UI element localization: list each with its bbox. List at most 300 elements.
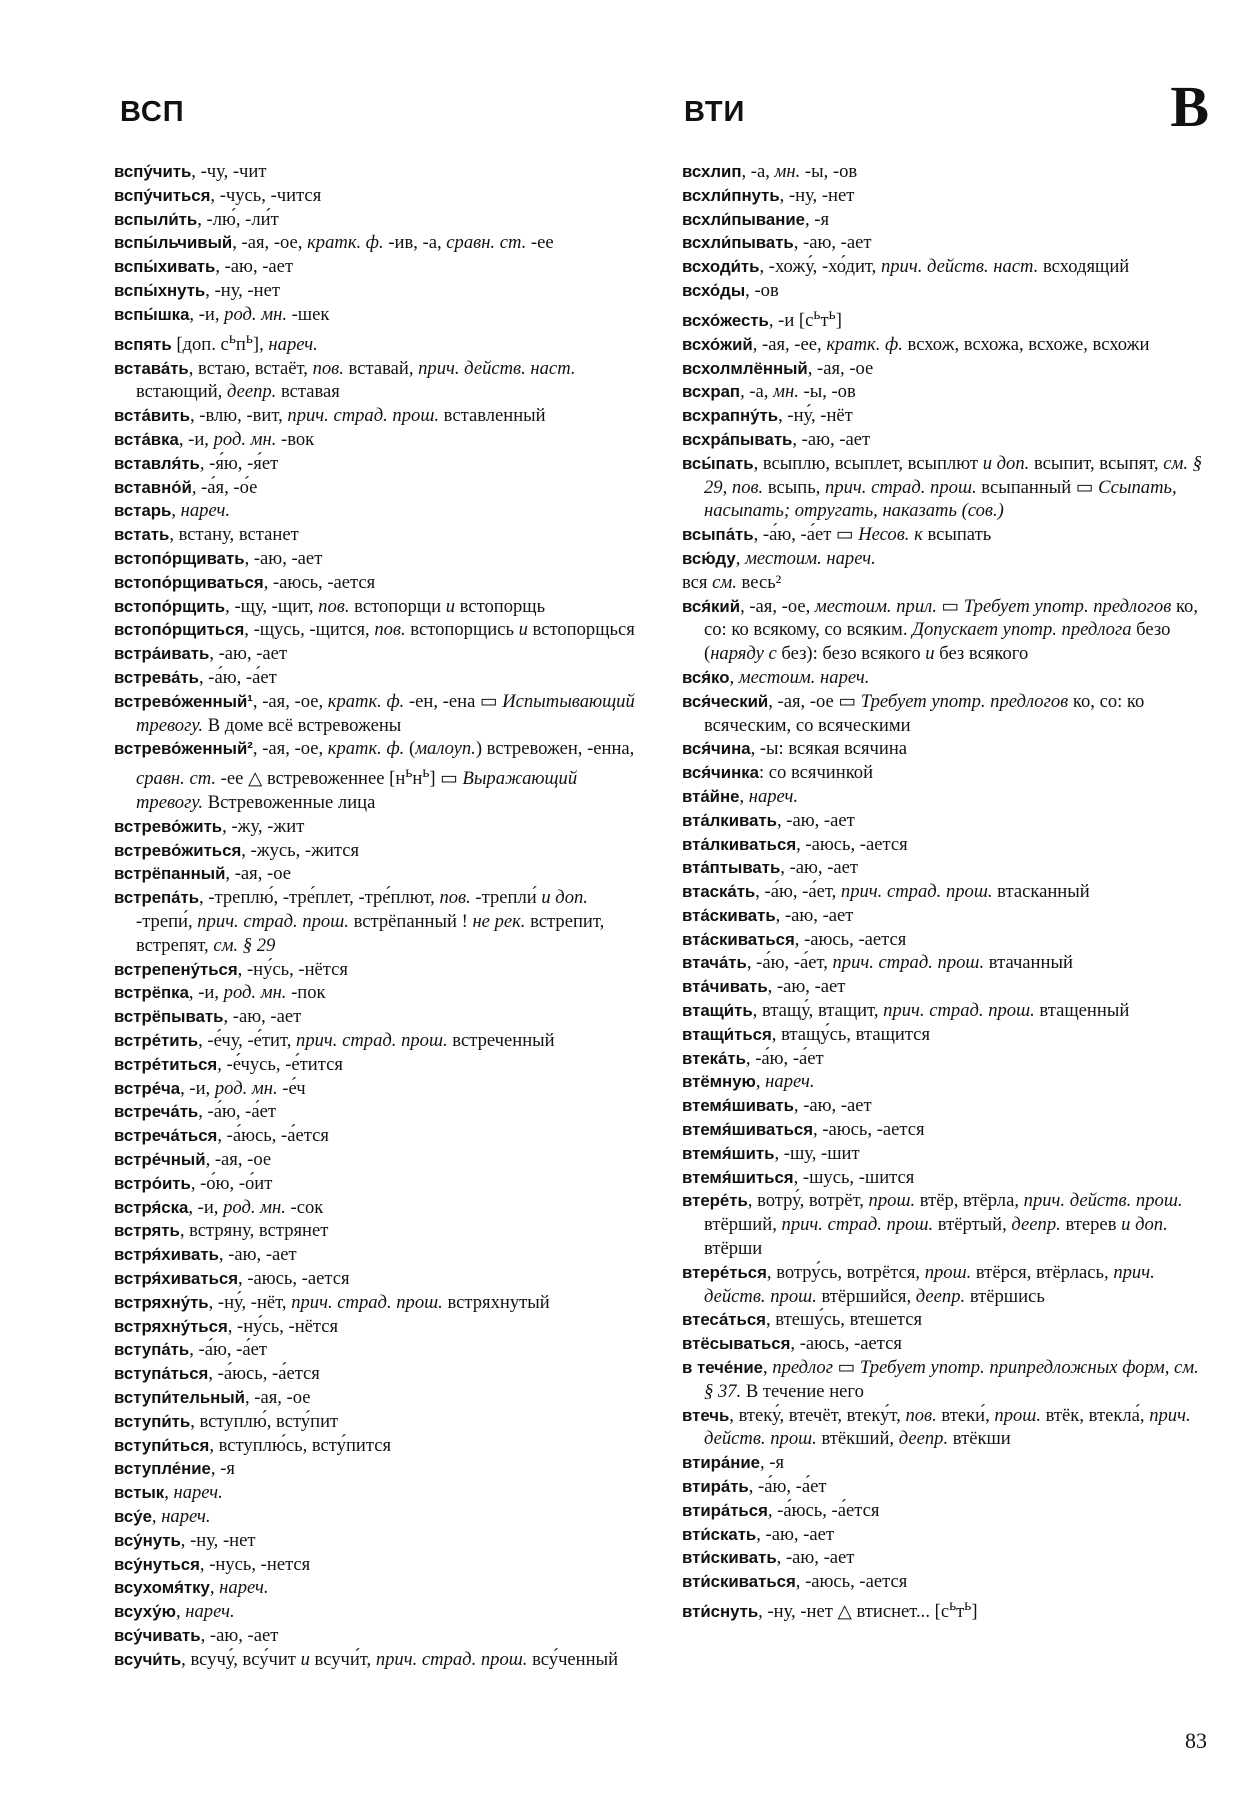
- dictionary-entry: [682, 279, 1212, 303]
- headword: вста́вка: [114, 429, 179, 449]
- entry-text: , встану, встанет: [169, 524, 299, 546]
- entry-text: , -аю, -ает: [776, 1547, 855, 1569]
- grammar-note: нареч.: [268, 333, 318, 355]
- dictionary-entry: [682, 1261, 1212, 1309]
- entry-text: , -ая, -ее,: [752, 333, 827, 355]
- headword: всхра́пывать: [682, 429, 793, 449]
- entry-text: , -ну, -нет: [779, 184, 855, 206]
- headword: встреча́ться: [114, 1126, 218, 1146]
- grammar-note: сравн. ст.: [136, 768, 216, 790]
- grammar-note: деепр.: [226, 381, 277, 403]
- headword: встряхну́ться: [114, 1316, 228, 1336]
- grammar-note: прич. страд. прош.: [287, 405, 440, 427]
- softness-mark: ь: [813, 305, 821, 323]
- entry-text: ,: [151, 1506, 162, 1527]
- entry-text: втёрший,: [704, 1214, 782, 1236]
- headword: вта́скивать: [682, 905, 776, 925]
- entry-text: ,: [762, 1357, 773, 1379]
- entry-text: , -аюсь, -ается: [790, 1333, 902, 1355]
- dictionary-entry: [682, 1356, 1212, 1404]
- entry-text: вся: [682, 571, 713, 593]
- entry-text: ,: [729, 666, 739, 688]
- dictionary-entry: [114, 476, 646, 500]
- headword: втира́ть: [682, 1477, 749, 1497]
- dictionary-entry: [682, 523, 1212, 547]
- grammar-note: см. § 29: [213, 934, 276, 956]
- entry-text: втёршийся,: [816, 1285, 916, 1307]
- grammar-note: прич. страд. прош.: [375, 1648, 528, 1670]
- entry-text: всучи́т,: [309, 1648, 376, 1670]
- headword: встрёпанный: [114, 864, 226, 884]
- entry-text: , -и,: [178, 428, 214, 450]
- dictionary-entry: [114, 1553, 646, 1577]
- entry-text: , -щусь, -щится,: [244, 619, 375, 641]
- dictionary-entry: [682, 184, 1212, 208]
- headword: вта́чивать: [682, 977, 768, 997]
- grammar-note: деепр.: [1011, 1214, 1061, 1236]
- dictionary-entry: [682, 666, 1212, 690]
- entry-text: втачанный: [984, 952, 1073, 974]
- grammar-note: род. мн.: [213, 428, 277, 450]
- dictionary-entry: [682, 999, 1212, 1023]
- dictionary-entry: [114, 255, 646, 279]
- page-number: 83: [1185, 1728, 1207, 1753]
- grammar-note: нареч.: [219, 1577, 269, 1599]
- headword: втеса́ться: [682, 1310, 766, 1330]
- entry-text: ]: [835, 309, 842, 331]
- entry-text: всыпанный ▭: [976, 476, 1099, 498]
- headword: встре́тить: [114, 1031, 199, 1051]
- entry-text: , -шу, -шит: [774, 1142, 860, 1164]
- headword: втаска́ть: [682, 882, 756, 902]
- entry-text: -ее △ встревоженнее [н: [216, 768, 406, 790]
- entry-text: ▭: [832, 1357, 860, 1379]
- entry-text: , -и,: [189, 303, 225, 325]
- dictionary-entry: [114, 1576, 646, 1600]
- entry-text: -шек: [286, 303, 330, 325]
- grammar-note: не рек.: [472, 911, 526, 933]
- headword: вспы́хнуть: [114, 280, 206, 300]
- entry-text: ,: [209, 1577, 220, 1599]
- grammar-note: Требует употр. предлогов: [860, 690, 1069, 712]
- dictionary-entry: [114, 523, 646, 547]
- headword: встря́хиваться: [114, 1269, 239, 1289]
- dictionary-entry: [682, 904, 1212, 928]
- dictionary-entry: [682, 975, 1212, 999]
- entry-text: , -я: [760, 1452, 785, 1474]
- headword: вступле́ние: [114, 1459, 211, 1479]
- entry-text: -ы, -ов: [798, 381, 856, 403]
- entry-text: встреченный: [447, 1030, 555, 1052]
- entry-text: ,: [739, 785, 749, 807]
- entry-text: , -ая, -ое: [225, 863, 291, 885]
- entry-text: , -ну́, -нёт: [778, 405, 853, 427]
- dictionary-entry: [114, 862, 646, 886]
- headword: всучи́ть: [114, 1649, 182, 1669]
- dictionary-entry: [114, 1600, 646, 1624]
- dictionary-entry: [114, 1196, 646, 1220]
- entry-text: втёртый,: [933, 1214, 1012, 1236]
- entry-text: , -ну, -нет △ втиснет... [с: [758, 1601, 950, 1623]
- dictionary-entry: [682, 303, 1212, 333]
- grammar-note: прич. действ. прош.: [704, 1404, 1191, 1450]
- entry-text: всу́ченный: [527, 1648, 619, 1670]
- headword: всыпа́ть: [682, 525, 754, 545]
- entry-text: , -аю, -ает: [223, 1006, 302, 1028]
- grammar-note: Допускает употр. предлога: [912, 619, 1132, 641]
- grammar-note: прич. страд. прош.: [296, 1030, 448, 1052]
- dictionary-entry: [114, 1291, 646, 1315]
- entry-text: , втащу́, втащит,: [752, 1000, 884, 1022]
- entry-text: , -ов: [745, 279, 779, 301]
- grammar-note: прош.: [868, 1190, 916, 1212]
- dictionary-entry: [682, 1523, 1212, 1547]
- dictionary-entry: [682, 1404, 1212, 1452]
- grammar-note: кратк. ф.: [327, 690, 405, 712]
- grammar-note: нареч.: [173, 1482, 223, 1504]
- grammar-note: сравн. ст.: [446, 232, 527, 254]
- entry-text: , -ы: всякая всячина: [750, 738, 908, 760]
- dictionary-entry: [114, 1053, 646, 1077]
- grammar-note: мн.: [773, 381, 799, 403]
- headword: встать: [114, 525, 170, 545]
- dictionary-entry: [114, 1005, 646, 1029]
- headword: всхрап: [682, 382, 741, 402]
- grammar-note: прич. страд. прош.: [883, 1000, 1035, 1022]
- grammar-note: Требует употр. предлогов: [963, 595, 1172, 617]
- entry-text: , -аю, -ает: [780, 857, 859, 879]
- entry-text: (: [404, 738, 416, 760]
- entry-text: , вотру́, вотрёт,: [747, 1190, 869, 1212]
- dictionary-entry: [114, 595, 646, 619]
- dictionary-entry: [114, 1529, 646, 1553]
- headword: встык: [114, 1483, 165, 1503]
- dictionary-entry: [682, 380, 1212, 404]
- headword: втача́ть: [682, 953, 747, 973]
- entry-text: В течение него: [741, 1380, 864, 1402]
- entry-text: , -шусь, -шится: [793, 1166, 915, 1188]
- dictionary-entry: [682, 1023, 1212, 1047]
- headword: вся́ко: [682, 667, 730, 687]
- entry-text: встопорщись: [405, 619, 519, 641]
- headword: вступи́ться: [114, 1435, 210, 1455]
- entry-text: втёрши: [704, 1238, 763, 1260]
- dictionary-entry: [682, 1047, 1212, 1071]
- dictionary-entry: [114, 886, 646, 957]
- dictionary-entry: [114, 642, 646, 666]
- entry-text: , -аю, -ает: [767, 976, 846, 998]
- entry-text: -е́ч: [277, 1077, 306, 1099]
- entry-text: встрепит, встрепят,: [136, 911, 605, 956]
- entry-text: ]: [971, 1601, 978, 1623]
- dictionary-entry: [114, 981, 646, 1005]
- headword: вступа́ть: [114, 1340, 190, 1360]
- headword: встрево́житься: [114, 840, 242, 860]
- headword: всхли́пнуть: [682, 185, 780, 205]
- headword: вспы́шка: [114, 304, 190, 324]
- entry-text: -ее: [526, 232, 554, 254]
- headword: втемя́шиться: [682, 1167, 794, 1187]
- entry-text: всходящий: [1038, 256, 1130, 278]
- running-head-right: ВТИ: [684, 96, 746, 128]
- entry-text: вставая: [276, 381, 340, 403]
- entry-text: ,: [171, 500, 181, 522]
- entry-text: , втеку́, втечёт, втеку́т,: [729, 1404, 906, 1426]
- entry-text: , -а,: [740, 381, 774, 403]
- dictionary-entry: [682, 1546, 1212, 1570]
- grammar-note: прич. страд. прош.: [825, 476, 977, 498]
- entry-text: , -лю́, -ли́т: [197, 208, 279, 230]
- grammar-note: и доп.: [982, 452, 1030, 474]
- headword: встопо́рщиться: [114, 620, 245, 640]
- entry-text: всхож, всхожа, всхоже, всхожи: [902, 333, 1150, 355]
- entry-text: ко, со: ко всякому, со всяким.: [704, 595, 1198, 641]
- dictionary-entry: [114, 184, 646, 208]
- entry-text: , -аюсь, -ается: [796, 833, 908, 855]
- entry-text: -трепли́: [470, 887, 542, 909]
- headword: всу́е: [114, 1507, 152, 1526]
- entry-text: втащенный: [1034, 1000, 1130, 1022]
- dictionary-entry: [682, 357, 1212, 381]
- grammar-note: см.: [712, 571, 737, 593]
- dictionary-entry: [682, 160, 1212, 184]
- grammar-note: прич. страд. прош.: [832, 952, 985, 974]
- entry-text: , -и,: [180, 1077, 215, 1099]
- entry-text: , -ая, -ое,: [252, 690, 328, 712]
- entry-text: встрёпанный !: [348, 911, 473, 933]
- entry-text: , -аю, -ает: [793, 1095, 872, 1117]
- dictionary-entry: [682, 1594, 1212, 1624]
- dictionary-entry: [114, 1648, 646, 1672]
- headword: встопо́рщивать: [114, 548, 245, 568]
- dictionary-entry: [114, 1124, 646, 1148]
- entry-text: ) встревожен, -енна,: [475, 738, 635, 760]
- entry-text: -ы, -ов: [800, 161, 858, 182]
- entry-text: , -е́чусь, -е́тится: [217, 1053, 343, 1075]
- headword: всхрапну́ть: [682, 406, 779, 426]
- entry-text: , -ая, -ое,: [740, 595, 815, 617]
- grammar-note: род. мн.: [223, 982, 287, 1004]
- entry-text: т: [956, 1601, 965, 1623]
- grammar-note: предлог: [772, 1357, 833, 1379]
- dictionary-entry: [682, 856, 1212, 880]
- grammar-note: Требует употр. припредложных форм, см. § 37.: [704, 1357, 1199, 1402]
- grammar-note: малоуп.: [415, 738, 476, 760]
- grammar-note: Ссыпать, насыпать; отругать, наказать (сов.): [704, 476, 1177, 522]
- headword: всхо́жесть: [682, 310, 769, 330]
- grammar-note: прич. действ. прош.: [704, 1261, 1155, 1307]
- headword: всухомя́тку: [114, 1578, 210, 1598]
- headword: вти́скать: [682, 1524, 757, 1544]
- dictionary-entry: [682, 1142, 1212, 1166]
- entry-text: всыпать: [922, 524, 992, 546]
- dictionary-entry: [682, 1070, 1212, 1094]
- dictionary-entry: [682, 595, 1212, 666]
- dictionary-entry: [682, 1475, 1212, 1499]
- entry-text: , -аю, -ает: [756, 1523, 834, 1545]
- headword: встопо́рщиваться: [114, 572, 264, 592]
- dictionary-entry: [114, 499, 646, 523]
- headword: втира́ние: [682, 1453, 760, 1473]
- entry-text: , -а́ю, -а́ет: [748, 1476, 827, 1498]
- dictionary-entry: [682, 785, 1212, 809]
- dictionary-entry: [682, 452, 1212, 523]
- entry-text: , -чу, -чит: [191, 161, 267, 182]
- entry-text: втёршись: [965, 1285, 1045, 1307]
- dictionary-entry: [114, 1386, 646, 1410]
- entry-text: , -я: [210, 1458, 235, 1480]
- grammar-note: деепр.: [898, 1428, 949, 1450]
- dictionary-entry: [114, 690, 646, 738]
- headword: вся́ческий: [682, 691, 769, 711]
- grammar-note: род. мн.: [214, 1077, 278, 1099]
- entry-text: , -а,: [741, 161, 775, 182]
- dictionary-entry: [682, 880, 1212, 904]
- grammar-note: прич. страд. прош.: [840, 881, 993, 903]
- dictionary-entry: [114, 1624, 646, 1648]
- entry-text: , -аюсь, -ается: [795, 1571, 908, 1593]
- grammar-note: и: [445, 595, 456, 617]
- headword: вся́кий: [682, 596, 741, 616]
- entry-text: , -а́ю, -а́ет,: [746, 952, 833, 974]
- entry-text: ,: [164, 1482, 174, 1504]
- headword: вставно́й: [114, 477, 192, 497]
- entry-text: , -ну́сь, -нётся: [237, 958, 348, 980]
- dictionary-entry: [682, 1189, 1212, 1260]
- entry-text: вставай,: [343, 357, 419, 379]
- headword: вти́скивать: [682, 1548, 777, 1568]
- headword: вта́йне: [682, 786, 740, 806]
- dictionary-entry: [114, 1481, 646, 1505]
- headword: встрять: [114, 1221, 180, 1241]
- entry-text: ,: [175, 1601, 186, 1623]
- headword: вта́скиваться: [682, 929, 795, 949]
- dictionary-entry: [114, 547, 646, 571]
- headword: втира́ться: [682, 1500, 768, 1520]
- entry-text: втёр, втёрла,: [915, 1190, 1024, 1212]
- headword: втека́ть: [682, 1048, 746, 1068]
- dictionary-entry: [114, 839, 646, 863]
- headword: втащи́ть: [682, 1001, 753, 1021]
- dictionary-entry: [114, 208, 646, 232]
- dictionary-entry: [114, 327, 646, 357]
- entry-text: , -и,: [188, 1196, 224, 1218]
- entry-text: безо (: [704, 619, 1171, 665]
- entry-text: н: [412, 768, 423, 790]
- entry-text: втёкший,: [816, 1428, 899, 1450]
- dictionary-entry: [114, 1410, 646, 1434]
- entry-text: , -аю, -ает: [215, 256, 294, 278]
- dictionary-entry: [682, 951, 1212, 975]
- headword: встряхну́ть: [114, 1292, 209, 1312]
- grammar-note: прич. действ. наст.: [418, 357, 576, 379]
- dictionary-entry: [114, 1505, 646, 1529]
- headword: вта́лкиваться: [682, 834, 797, 854]
- entry-text: вставленный: [439, 405, 546, 427]
- headword: вти́снуть: [682, 1602, 759, 1622]
- entry-text: , -и [с: [768, 309, 814, 331]
- entry-text: , -хожу́, -хо́дит,: [759, 256, 881, 278]
- dictionary-entry: [114, 357, 646, 405]
- headword: встреча́ть: [114, 1102, 199, 1122]
- entry-text: , -чусь, -чится: [210, 184, 322, 206]
- grammar-note: мн.: [774, 161, 801, 182]
- entry-text: , -треплю́, -тре́плет, -тре́плют,: [199, 887, 440, 909]
- grammar-note: Испытывающий тревогу.: [136, 690, 635, 736]
- headword: вта́птывать: [682, 858, 781, 878]
- headword: всхли́пывание: [682, 209, 805, 229]
- entry-text: , всучу́, всу́чит: [181, 1648, 301, 1670]
- dictionary-entry: [682, 1499, 1212, 1523]
- dictionary-column-left: [114, 160, 646, 1672]
- entry-text: , -а́ю, -а́ет: [745, 1047, 824, 1069]
- entry-text: , -аю, -ает: [244, 547, 323, 569]
- dictionary-entry: [682, 333, 1212, 357]
- dictionary-entry: [114, 1457, 646, 1481]
- headword: втёмную: [682, 1072, 756, 1092]
- headword: встрёпывать: [114, 1007, 224, 1027]
- dictionary-entry: [682, 737, 1212, 761]
- entry-text: всыпь,: [763, 476, 826, 498]
- headword: втечь: [682, 1405, 730, 1425]
- entry-text: втёкши: [948, 1428, 1011, 1450]
- grammar-note: и доп.: [1121, 1214, 1168, 1236]
- entry-text: , -о́ю, -о́ит: [190, 1172, 273, 1194]
- entry-text: , вступлю́сь, всту́пится: [209, 1434, 392, 1456]
- headword: вспу́чить: [114, 162, 192, 181]
- dictionary-entry: [114, 666, 646, 690]
- dictionary-entry: [682, 1308, 1212, 1332]
- grammar-note: кратк. ф.: [307, 232, 384, 254]
- grammar-note: Выражающий тревогу.: [136, 768, 578, 814]
- entry-text: , -я́ю, -я́ет: [199, 452, 279, 474]
- softness-mark: ь: [422, 764, 430, 782]
- dictionary-entry: [682, 404, 1212, 428]
- entry-text: , -а́я, -о́е: [191, 476, 258, 498]
- entry-text: , -а́юсь, -а́ется: [208, 1363, 320, 1385]
- headword: вспыли́ть: [114, 209, 198, 229]
- entry-text: втёрся, втёрлась,: [971, 1261, 1114, 1283]
- headword: втёсываться: [682, 1334, 791, 1354]
- entry-text: , встаю, встаёт,: [188, 357, 313, 379]
- dictionary-entry: [114, 815, 646, 839]
- dictionary-entry: [114, 1100, 646, 1124]
- headword: встра́ивать: [114, 644, 210, 664]
- headword: втемя́шивать: [682, 1096, 794, 1116]
- entry-text: , -и,: [188, 982, 224, 1004]
- grammar-note: род. мн.: [224, 303, 287, 325]
- headword: вти́скиваться: [682, 1572, 796, 1592]
- grammar-note: пов.: [905, 1404, 937, 1426]
- entry-text: , -ну́сь, -нётся: [227, 1315, 339, 1337]
- softness-mark: ь: [949, 1597, 957, 1614]
- grammar-note: прич. страд. прош.: [197, 911, 349, 933]
- entry-text: , -а́ю, -а́ет: [199, 666, 277, 688]
- headword: всу́чивать: [114, 1625, 201, 1645]
- headword: всхлип: [682, 162, 742, 181]
- headword: всю́ду: [682, 548, 736, 568]
- entry-text: втеки́,: [936, 1404, 995, 1426]
- entry-text: , -аюсь, -ается: [794, 928, 907, 950]
- headword: встре́ча: [114, 1078, 181, 1098]
- dictionary-entry: [114, 1077, 646, 1101]
- dictionary-entry: [114, 737, 646, 815]
- entry-text: , встряну, встрянет: [179, 1220, 329, 1242]
- grammar-note: местоим. нареч.: [738, 666, 870, 688]
- entry-text: без всякого: [934, 643, 1029, 665]
- headword: вступа́ться: [114, 1364, 209, 1384]
- dictionary-entry: [114, 1148, 646, 1172]
